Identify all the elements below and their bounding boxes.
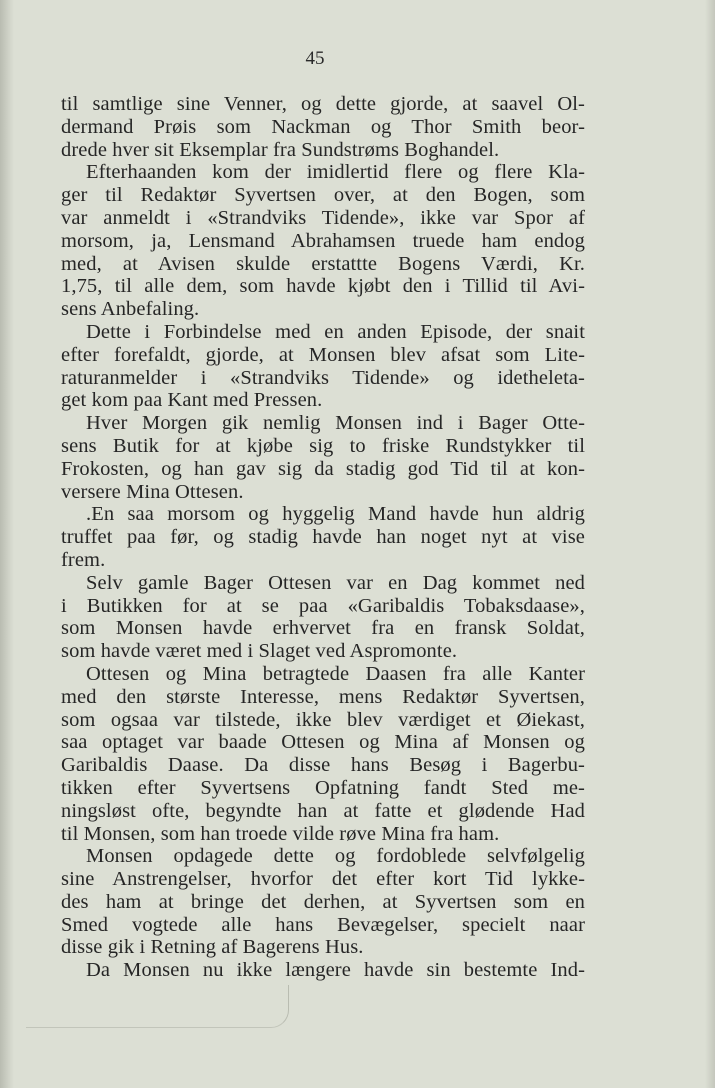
- text-line: versere Mina Ottesen.: [61, 480, 244, 503]
- text-line: sens Butik for at kjøbe sig to friske Rundstykker til: [61, 434, 585, 457]
- text-line: des ham at bringe det derhen, at Syvertsen som en: [61, 890, 585, 913]
- text-line: som ogsaa var tilstede, ikke blev værdiget et Øiekast,: [61, 708, 585, 731]
- text-line: Garibaldis Daase. Da disse hans Besøg i Bagerbu-: [61, 754, 585, 777]
- text-line: frem.: [61, 548, 106, 571]
- text-line: Da Monsen nu ikke længere havde sin bestemte Ind-: [86, 959, 585, 982]
- text-line: .En saa morsom og hyggelig Mand havde hun aldrig: [86, 503, 585, 526]
- text-line: disse gik i Retning af Bagerens Hus.: [61, 936, 364, 959]
- page-number: 45: [305, 48, 325, 69]
- text-line: sens Anbefaling.: [61, 298, 200, 321]
- text-line: raturanmelder i «Strandviks Tidende» og idetheleta-: [61, 366, 585, 389]
- text-line: saa optaget var baade Ottesen og Mina af Monsen og: [61, 731, 585, 754]
- text-line: Frokosten, og han gav sig da stadig god Tid til at kon-: [61, 457, 585, 480]
- text-line: med, at Avisen skulde erstattte Bogens Værdi, Kr.: [61, 252, 585, 275]
- text-line: sine Anstrengelser, hvorfor det efter kort Tid lykke-: [61, 868, 585, 891]
- text-line: efter forefaldt, gjorde, at Monsen blev afsat som Lite-: [61, 343, 585, 366]
- text-line: som havde været med i Slaget ved Aspromonte.: [61, 640, 458, 663]
- text-line: ningsløst ofte, begyndte han at fatte et glødende Had: [61, 799, 585, 822]
- text-line: med den største Interesse, mens Redaktør Syvertsen,: [61, 685, 585, 708]
- text-line: get kom paa Kant med Pressen.: [61, 389, 323, 412]
- faint-stamp-mark: [26, 985, 289, 1028]
- text-line: til samtlige sine Venner, og dette gjorde, at saavel Ol-: [61, 93, 585, 115]
- text-line: Selv gamle Bager Ottesen var en Dag kommet ned: [86, 571, 585, 594]
- text-line: i Butikken for at se paa «Garibaldis Tobaksdaase»,: [61, 594, 585, 617]
- text-line: som Monsen havde erhvervet fra en fransk Soldat,: [61, 617, 585, 640]
- body-text: [61, 93, 585, 982]
- text-line: truffet paa før, og stadig havde han noget nyt at vise: [61, 526, 585, 549]
- text-line: Monsen opdagede dette og fordoblede selvfølgelig: [86, 845, 585, 868]
- text-line: Efterhaanden kom der imidlertid flere og flere Kla-: [86, 161, 585, 184]
- text-line: dermand Prøis som Nackman og Thor Smith beor-: [61, 115, 585, 138]
- text-line: Hver Morgen gik nemlig Monsen ind i Bager Otte-: [86, 412, 585, 435]
- text-line: Dette i Forbindelse med en anden Episode, der snait: [86, 320, 585, 343]
- text-line: tikken efter Syvertsens Opfatning fandt Sted me-: [61, 776, 585, 799]
- text-line: Ottesen og Mina betragtede Daasen fra alle Kanter: [86, 662, 585, 685]
- text-line: Smed vogtede alle hans Bevægelser, specielt naar: [61, 913, 585, 936]
- text-line: var anmeldt i «Strandviks Tidende», ikke var Spor af: [61, 206, 585, 229]
- page-edge-shadow: [705, 0, 715, 1088]
- text-line: 1,75, til alle dem, som havde kjøbt den i Tillid til Avi-: [61, 275, 585, 298]
- page-gutter-shadow: [0, 0, 14, 1088]
- text-line: drede hver sit Eksemplar fra Sundstrøms Boghandel.: [61, 138, 500, 161]
- text-line: ger til Redaktør Syvertsen over, at den Bogen, som: [61, 184, 585, 207]
- text-line: til Monsen, som han troede vilde røve Mina fra ham.: [61, 822, 500, 845]
- text-line: morsom, ja, Lensmand Abrahamsen truede ham endog: [61, 229, 585, 252]
